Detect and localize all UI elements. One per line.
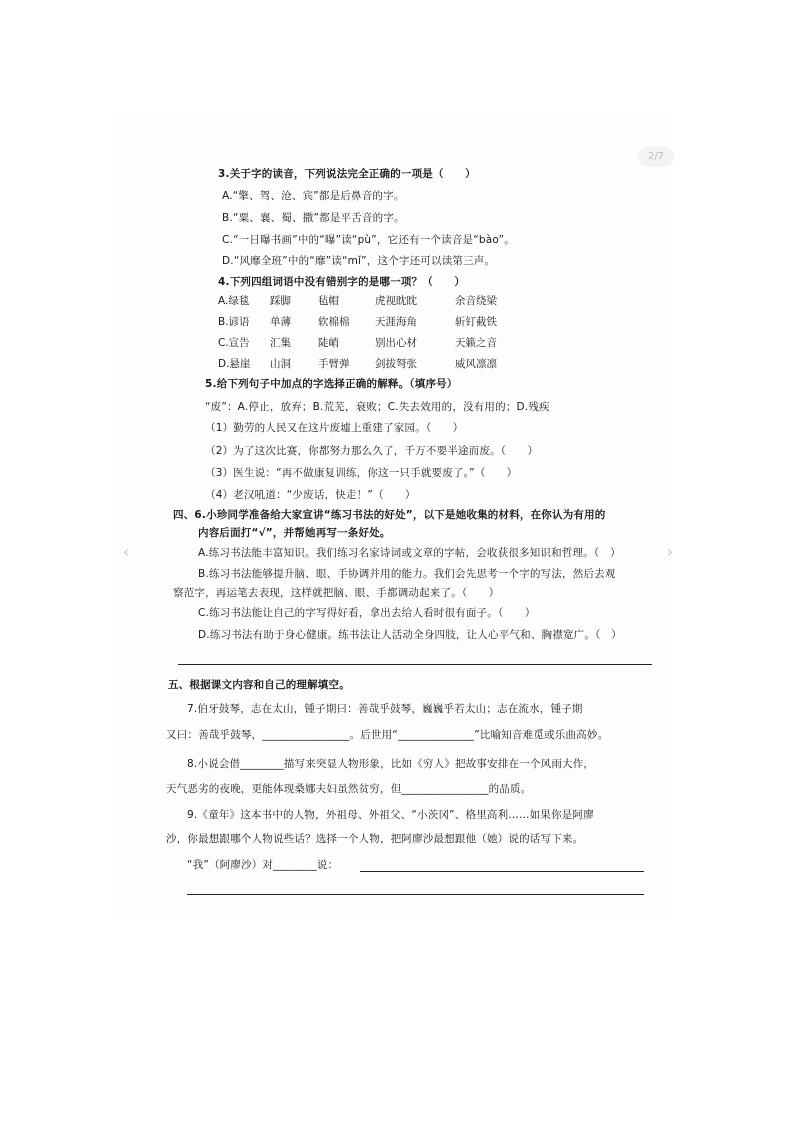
q3-option-a: A.“擎、驾、沧、宾”都是后鼻音的字。 (222, 190, 405, 202)
q9-line3: “我”（阿廖沙）对________说： (187, 859, 339, 871)
q9-line1: 9.《童年》这本书中的人物，外祖母、外祖父、“小茨冈”、格里高利……如果你是阿廖 (187, 809, 594, 821)
q9-answer-line-1 (360, 871, 644, 872)
q3-option-b: B.“粟、襄、蜀、撒”都是平舌音的字。 (222, 212, 405, 224)
q4-row-d-col4: 剑拔弩张 (375, 358, 417, 370)
q6-option-b-line2: 察范字，再运笔去表现，这样就把脑、眼、手都调动起来了。（ ） (173, 587, 500, 599)
q8-line2: 天气恶劣的夜晚，更能体现桑娜夫妇虽然贫穷，但________________的品质。 (166, 783, 532, 795)
q9-answer-line-2 (187, 894, 644, 895)
q5-item-3: （3）医生说：“再不做康复训练，你这一只手就要废了。”（ ） (205, 467, 518, 479)
q4-row-b-col2: 单薄 (270, 316, 291, 328)
q4-row-c-col5: 天籁之音 (455, 337, 497, 349)
q6-stem-line1: 四、6.小珍同学准备给大家宣讲“练习书法的好处”，以下是她收集的材料，在你认为有用的 (173, 509, 606, 521)
q3-option-d: D.“风靡全班”中的“靡”读“mǐ”，这个字还可以读第三声。 (222, 255, 496, 267)
q4-row-b-col4: 天涯海角 (375, 316, 417, 328)
q4-row-d-col1: D.悬崖 (218, 358, 251, 370)
q8-line1: 8.小说会借________描写来突显人物形象，比如《穷人》把故事安排在一个风雨大作， (187, 758, 595, 770)
q5-item-4: （4）老汉吼道：“少废话，快走！”（ ） (205, 489, 416, 501)
q6-option-d: D.练习书法有助于身心健康。练书法让人活动全身四肢，让人心平气和、胸襟宽广。（ ） (198, 629, 622, 641)
q6-option-c: C.练习书法能让自己的字写得好看，拿出去给人看时很有面子。（ ） (198, 607, 536, 619)
q5-item-2: （2）为了这次比赛，你都努力那么久了，千万不要半途而废。（ ） (205, 445, 539, 457)
q4-row-a-col4: 虎视眈眈 (375, 295, 417, 307)
q4-row-c-col3: 陡峭 (318, 337, 339, 349)
q6-stem-line2: 内容后面打“√”，并帮她再写一条好处。 (198, 527, 391, 539)
q6-option-b-line1: B.练习书法能够提升脑、眼、手协调并用的能力。我们会先思考一个字的写法，然后去观 (198, 568, 616, 580)
next-page-arrow-icon[interactable]: › (666, 542, 674, 561)
q4-stem: 4.下列四组词语中没有错别字的是哪一项？（ ） (218, 276, 466, 288)
q4-row-d-col2: 山洞 (270, 358, 291, 370)
q4-row-c-col4: 别出心材 (375, 337, 417, 349)
q3-stem: 3.关于字的读音，下列说法完全正确的一项是（ ） (218, 168, 476, 180)
q4-row-c-col1: C.宣告 (218, 337, 250, 349)
q4-row-a-col5: 余音绕梁 (455, 295, 497, 307)
q5-item-1: （1）勤劳的人民又在这片废墟上重建了家园。（ ） (205, 422, 464, 434)
q4-row-d-col3: 手臂弹 (318, 358, 350, 370)
q7-line1: 7.伯牙鼓琴，志在太山，锺子期曰：善哉乎鼓琴，巍巍乎若太山；志在流水，锺子期 (187, 703, 583, 715)
q6-answer-line (178, 664, 652, 665)
q4-row-b-col1: B.谚语 (218, 316, 250, 328)
prev-page-arrow-icon[interactable]: ‹ (122, 542, 130, 561)
q6-option-a: A.练习书法能丰富知识。我们练习名家诗词或文章的字帖，会收获很多知识和哲理。（ ） (198, 547, 621, 559)
q5-definition: “废”：A.停止，放弃；B.荒芜，衰败；C.失去效用的，没有用的；D.残疾 (205, 401, 550, 413)
q9-line2: 沙，你最想跟哪个人物说些话？选择一个人物，把阿廖沙最想跟他（她）说的话写下来。 (166, 833, 584, 845)
page-indicator: 2/7 (638, 147, 674, 167)
q5-stem: 5.给下列句子中加点的字选择正确的解释。（填序号） (205, 378, 458, 390)
q4-row-b-col5: 斩钉截铁 (455, 316, 497, 328)
q4-row-b-col3: 软棉棉 (318, 316, 350, 328)
q4-row-c-col2: 汇集 (270, 337, 291, 349)
section5-heading: 五、根据课文内容和自己的理解填空。 (168, 679, 350, 691)
q4-row-d-col5: 威风凛凛 (455, 358, 497, 370)
q7-line2: 又曰：善哉乎鼓琴，________________。后世用“______________”比喻知音难觅或乐曲高妙。 (166, 729, 609, 741)
q4-row-a-col2: 踩脚 (270, 295, 291, 307)
q4-row-a-col1: A.绿毯 (218, 295, 250, 307)
q4-row-a-col3: 毡帽 (318, 295, 339, 307)
q3-option-c: C.“一日曝书画”中的“曝”读“pù”，它还有一个读音是“bào”。 (222, 234, 515, 246)
